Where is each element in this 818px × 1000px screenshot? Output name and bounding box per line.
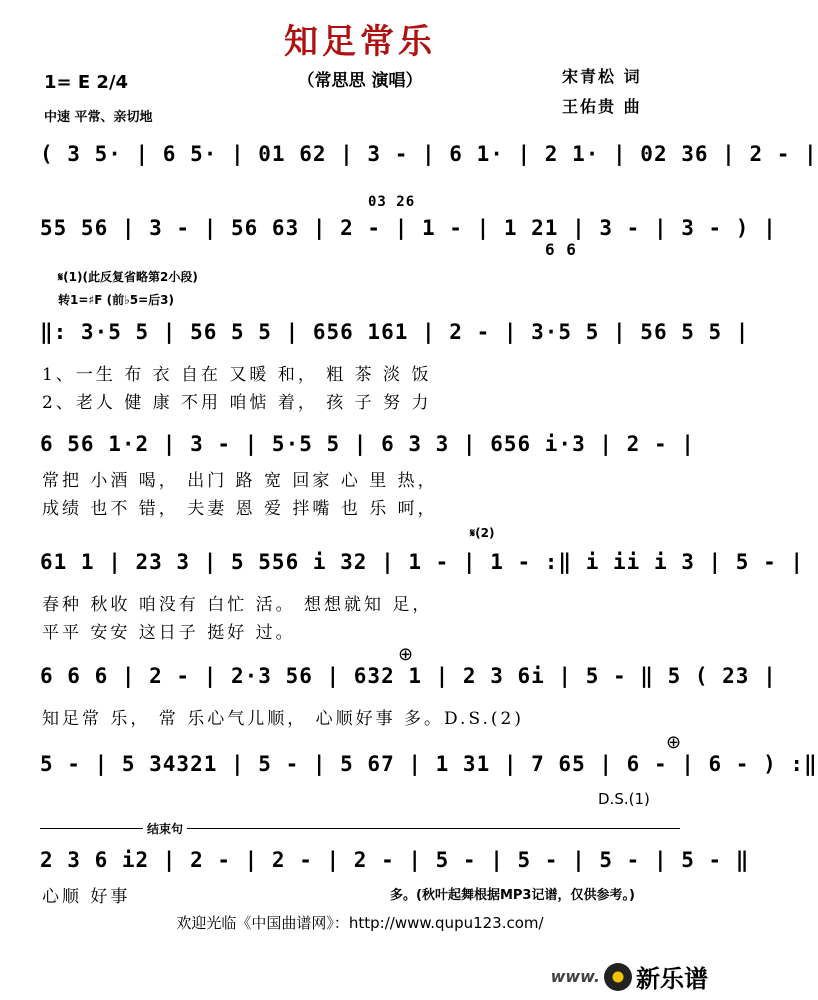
coda-sign-1: ⊕ bbox=[398, 644, 414, 665]
lyric-line-4-verse-2: 成绩 也不 错， 夫妻 恩 爱 拌嘴 也 乐 呵， bbox=[42, 499, 438, 519]
singer-credit: （常思思 演唱） bbox=[297, 71, 423, 91]
score-line-2: 55 56 | 3 - | 56 63 | 2 - | 1 - | 1 21 | 3 - | 3 - ) | bbox=[40, 216, 777, 240]
tempo-marking: 中速 平常、亲切地 bbox=[44, 110, 153, 125]
coda-sign-2: ⊕ bbox=[666, 732, 682, 753]
lyric-line-8-left: 心顺 好事 bbox=[42, 887, 131, 907]
lyricist-credit: 宋青松 词 bbox=[562, 67, 642, 86]
score-line-4: 6 56 1·2 | 3 - | 5·5 5 | 6 3 3 | 656 i·3 | 2 - | bbox=[40, 432, 695, 456]
song-title: 知足常乐 bbox=[284, 22, 436, 62]
score-line-2-lower: 6 6 bbox=[545, 240, 577, 259]
score-line-5: 61 1 | 23 3 | 5 556 i 32 | 1 - | 1 - :‖ i ii i 3 | 5 - | bbox=[40, 550, 805, 574]
ending-label: 结束句 bbox=[143, 820, 187, 837]
logo-name: 新乐谱 bbox=[636, 965, 708, 993]
site-logo bbox=[551, 959, 708, 994]
score-line-1: ( 3 5· | 6 5· | 01 62 | 3 - | 6 1· | 2 1· | 02 36 | 2 - | bbox=[40, 142, 818, 166]
logo-www-text: www. bbox=[550, 967, 600, 986]
ds-marking: D.S.(1) bbox=[598, 790, 650, 808]
lyric-line-8-right: 多。(秋叶起舞根据MP3记谱，仅供参考。) bbox=[390, 888, 635, 903]
score-line-6: 6 6 6 | 2 - | 2·3 56 | 632 1 | 2 3 6i | 5 - ‖ 5 ( 23 | bbox=[40, 664, 777, 688]
lyric-line-3-verse-2: 2、老人 健 康 不用 咱惦 着， 孩 子 努 力 bbox=[42, 393, 432, 413]
lyric-line-4-verse-1: 常把 小酒 喝， 出门 路 宽 回家 心 里 热， bbox=[42, 471, 438, 491]
modulation-note: 转1=♯F (前♭5=后3) bbox=[58, 293, 174, 307]
website-footer: 欢迎光临《中国曲谱网》：http://www.qupu123.com/ bbox=[176, 914, 544, 932]
lyric-line-5-verse-1: 春种 秋收 咱没有 白忙 活。 想想就知 足， bbox=[42, 595, 433, 615]
segno-note-2: 𝄋(2) bbox=[470, 526, 495, 540]
segno-note-1: 𝄋(1)(此反复省略第2小段) bbox=[58, 270, 198, 284]
lyric-line-5-verse-2: 平平 安安 这日子 挺好 过。 bbox=[42, 623, 296, 643]
composer-credit: 王佑贵 曲 bbox=[562, 97, 642, 116]
score-line-3: ‖: 3·5 5 | 56 5 5 | 656 161 | 2 - | 3·5 5 | 56 5 5 | bbox=[40, 320, 750, 344]
music-disc-icon bbox=[604, 963, 632, 991]
score-line-7: 5 - | 5 34321 | 5 - | 5 67 | 1 31 | 7 65 | 6 - | 6 - ) :‖ bbox=[40, 752, 818, 776]
score-line-2-grace: 03 26 bbox=[368, 194, 416, 210]
lyric-line-6: 知足常 乐， 常 乐心气儿顺， 心顺好事 多。D.S.(2) bbox=[42, 709, 524, 729]
lyric-line-3-verse-1: 1、一生 布 衣 自在 又暖 和， 粗 茶 淡 饭 bbox=[42, 365, 432, 385]
ending-bracket-line bbox=[40, 828, 680, 829]
key-signature: 1= E 2/4 bbox=[44, 72, 129, 93]
score-line-8: 2 3 6 i2 | 2 - | 2 - | 2 - | 5 - | 5 - | 5 - | 5 - ‖ bbox=[40, 848, 750, 872]
